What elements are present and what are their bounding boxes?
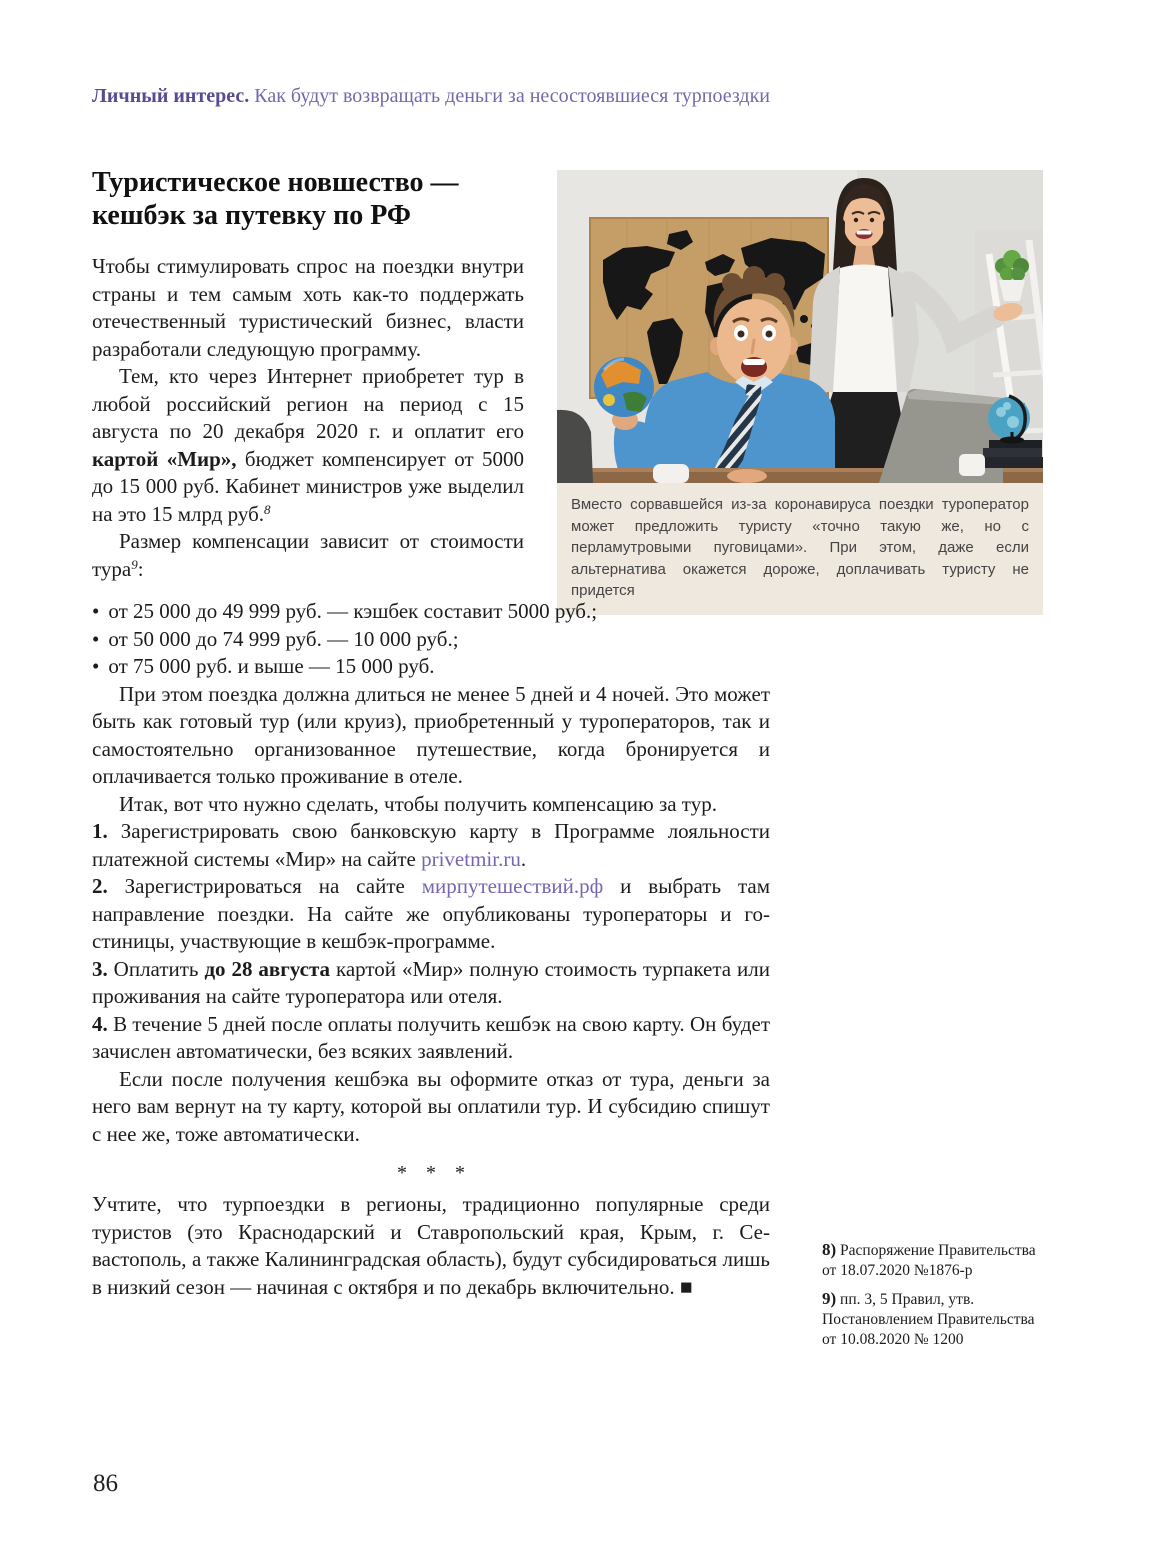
text-run: от 75 000 руб. и выше — 15 000 руб. [108,654,435,678]
text-run: 1. [92,819,108,843]
step-1 [92,818,770,873]
text-run: до 28 августа [204,956,331,981]
text-run: В течение 5 дней после оплаты получить кешбэк на свою карту. Он будет зачислен автоматически, без всяких заявлений. [92,1011,770,1063]
section-divider: * * * [397,1162,472,1184]
photo-caption: Вместо сорвавшейся из-за коронавируса поездки туроператор может предложить туристу «точно такую же, но с перламутровыми пуговицами». При этом, даже если альтернатива окажется дороже, доплачивать туристу не придется [557,483,1043,615]
bullet-item [92,653,770,681]
coffee-mug [653,464,689,483]
text-run: Тем, кто через Интернет приобретет тур в любой российский регион на период с 15 августа по 20 декабря 2020 г. и оплатит его [92,364,524,443]
handheld-globe-icon [594,357,654,417]
article-wide-column [92,598,770,1301]
text-run: . [520,846,527,871]
header-title: Как будут возвращать деньги за несостоявшиеся турпоездки [249,85,771,107]
text-run: 8) [822,1240,837,1259]
footnote-ref: 8 [264,501,271,517]
text-run: : [137,556,144,581]
text-run: Зарегистрировать свою банковскую карту в Программе лояльности платежной системы «Мир» на сайте [92,819,770,871]
paragraph-intro: Чтобы стимулировать спрос на поездки внутри страны и тем самым хоть как-то поддержать отечественный туристический бизнес, власти разработали следующую программу. [92,254,524,361]
footnotes [822,1240,1040,1358]
text-run: от 50 000 до 74 999 руб. — 10 000 руб.; [108,626,459,651]
bullet-icon: • [92,626,100,651]
bullet-icon: • [92,654,100,678]
footnote-8 [822,1240,1040,1281]
bullet-item [92,626,770,654]
paragraph-conditions: При этом поездка должна длиться не менее 5 дней и 4 ночей. Это может быть как готовый тур (или круиз), приобретенный у туроператоров, так и самостоятельно организованное путешествие, когда бронируется и оплачивается только проживание в отеле. [92,681,770,788]
text-run: от 25 000 до 49 999 руб. — кэшбек составит 5000 руб.; [108,599,598,623]
paragraph-refund: Если после получения кешбэка вы оформите отказ от тура, деньги за него вам вернут на ту карту, которой вы оплатили тур. И субсидию спишут с нее же, тоже автоматически. [92,1066,770,1146]
text-run: и выбрать там направление поездки. На сайте же опубликованы туроператоры и гостиницы, участвующие в кешбэк-программе. [92,874,770,953]
bullet-text [108,654,434,678]
article-heading: Туристическое новшество — кешбэк за путевку по РФ [92,167,459,231]
bullet-text [108,627,458,651]
article-left-column [92,166,524,583]
step-3 [92,956,770,1011]
bullet-text [108,599,597,623]
bullet-item [92,598,770,626]
inline-link[interactable]: мирпутешествий.рф [421,874,604,898]
text-run: Зарегистрироваться на сайте [107,874,422,898]
paragraph-compensation [92,528,524,583]
text-run: пп. 3, 5 Правил, утв. Постановлением Правительства от 10.08.2020 № 1200 [822,1291,1035,1348]
coffee-mug [959,454,985,476]
travel-agents-photo [557,170,1043,483]
article-photo-block [557,170,1043,615]
text-run: картой «Мир» полную стоимость турпакета или проживания на сайте туроператора или отеля. [92,956,770,1008]
page-number: 86 [93,1470,118,1497]
paragraph-note [92,1191,770,1301]
text-run: 2. [92,874,108,898]
text-run: 4. [92,1011,108,1036]
page-header [92,84,1072,108]
bullet-icon: • [92,599,100,623]
text-run: 3. [92,956,108,981]
text-run: картой «Мир», [92,446,237,471]
text-run: бюджет компенсирует от 5000 до 15 000 руб. Кабинет министров уже выделил на это 15 млрд руб. [92,446,524,526]
step-2 [92,873,770,956]
text-run: Оплатить [107,956,205,981]
text-run: ■ [679,1274,693,1299]
text-run: Распоряжение Правительства от 18.07.2020 №1876-р [822,1242,1036,1279]
footnote-ref: 9 [131,556,138,572]
paragraph-program [92,363,524,528]
text-run: Учтите, что турпоездки в регионы, традиционно популярные среди туристов (это Краснодарский и Ставропольский края, Крым, г. Севастополь, а также Калининградская область), будут субсидироваться лишь в низкий сезон — начиная с октября и по декабрь включительно. [92,1192,770,1299]
footnote-9 [822,1289,1040,1350]
inline-link[interactable]: privetmir.ru [421,846,521,871]
text-run: 9) [822,1289,837,1308]
section-kicker: Личный интерес. [92,85,250,107]
paragraph-howto: Итак, вот что нужно сделать, чтобы получить компенсацию за тур. [119,791,717,816]
text-run: Размер компенсации зависит от стоимости тура [92,529,524,581]
step-4 [92,1011,770,1066]
